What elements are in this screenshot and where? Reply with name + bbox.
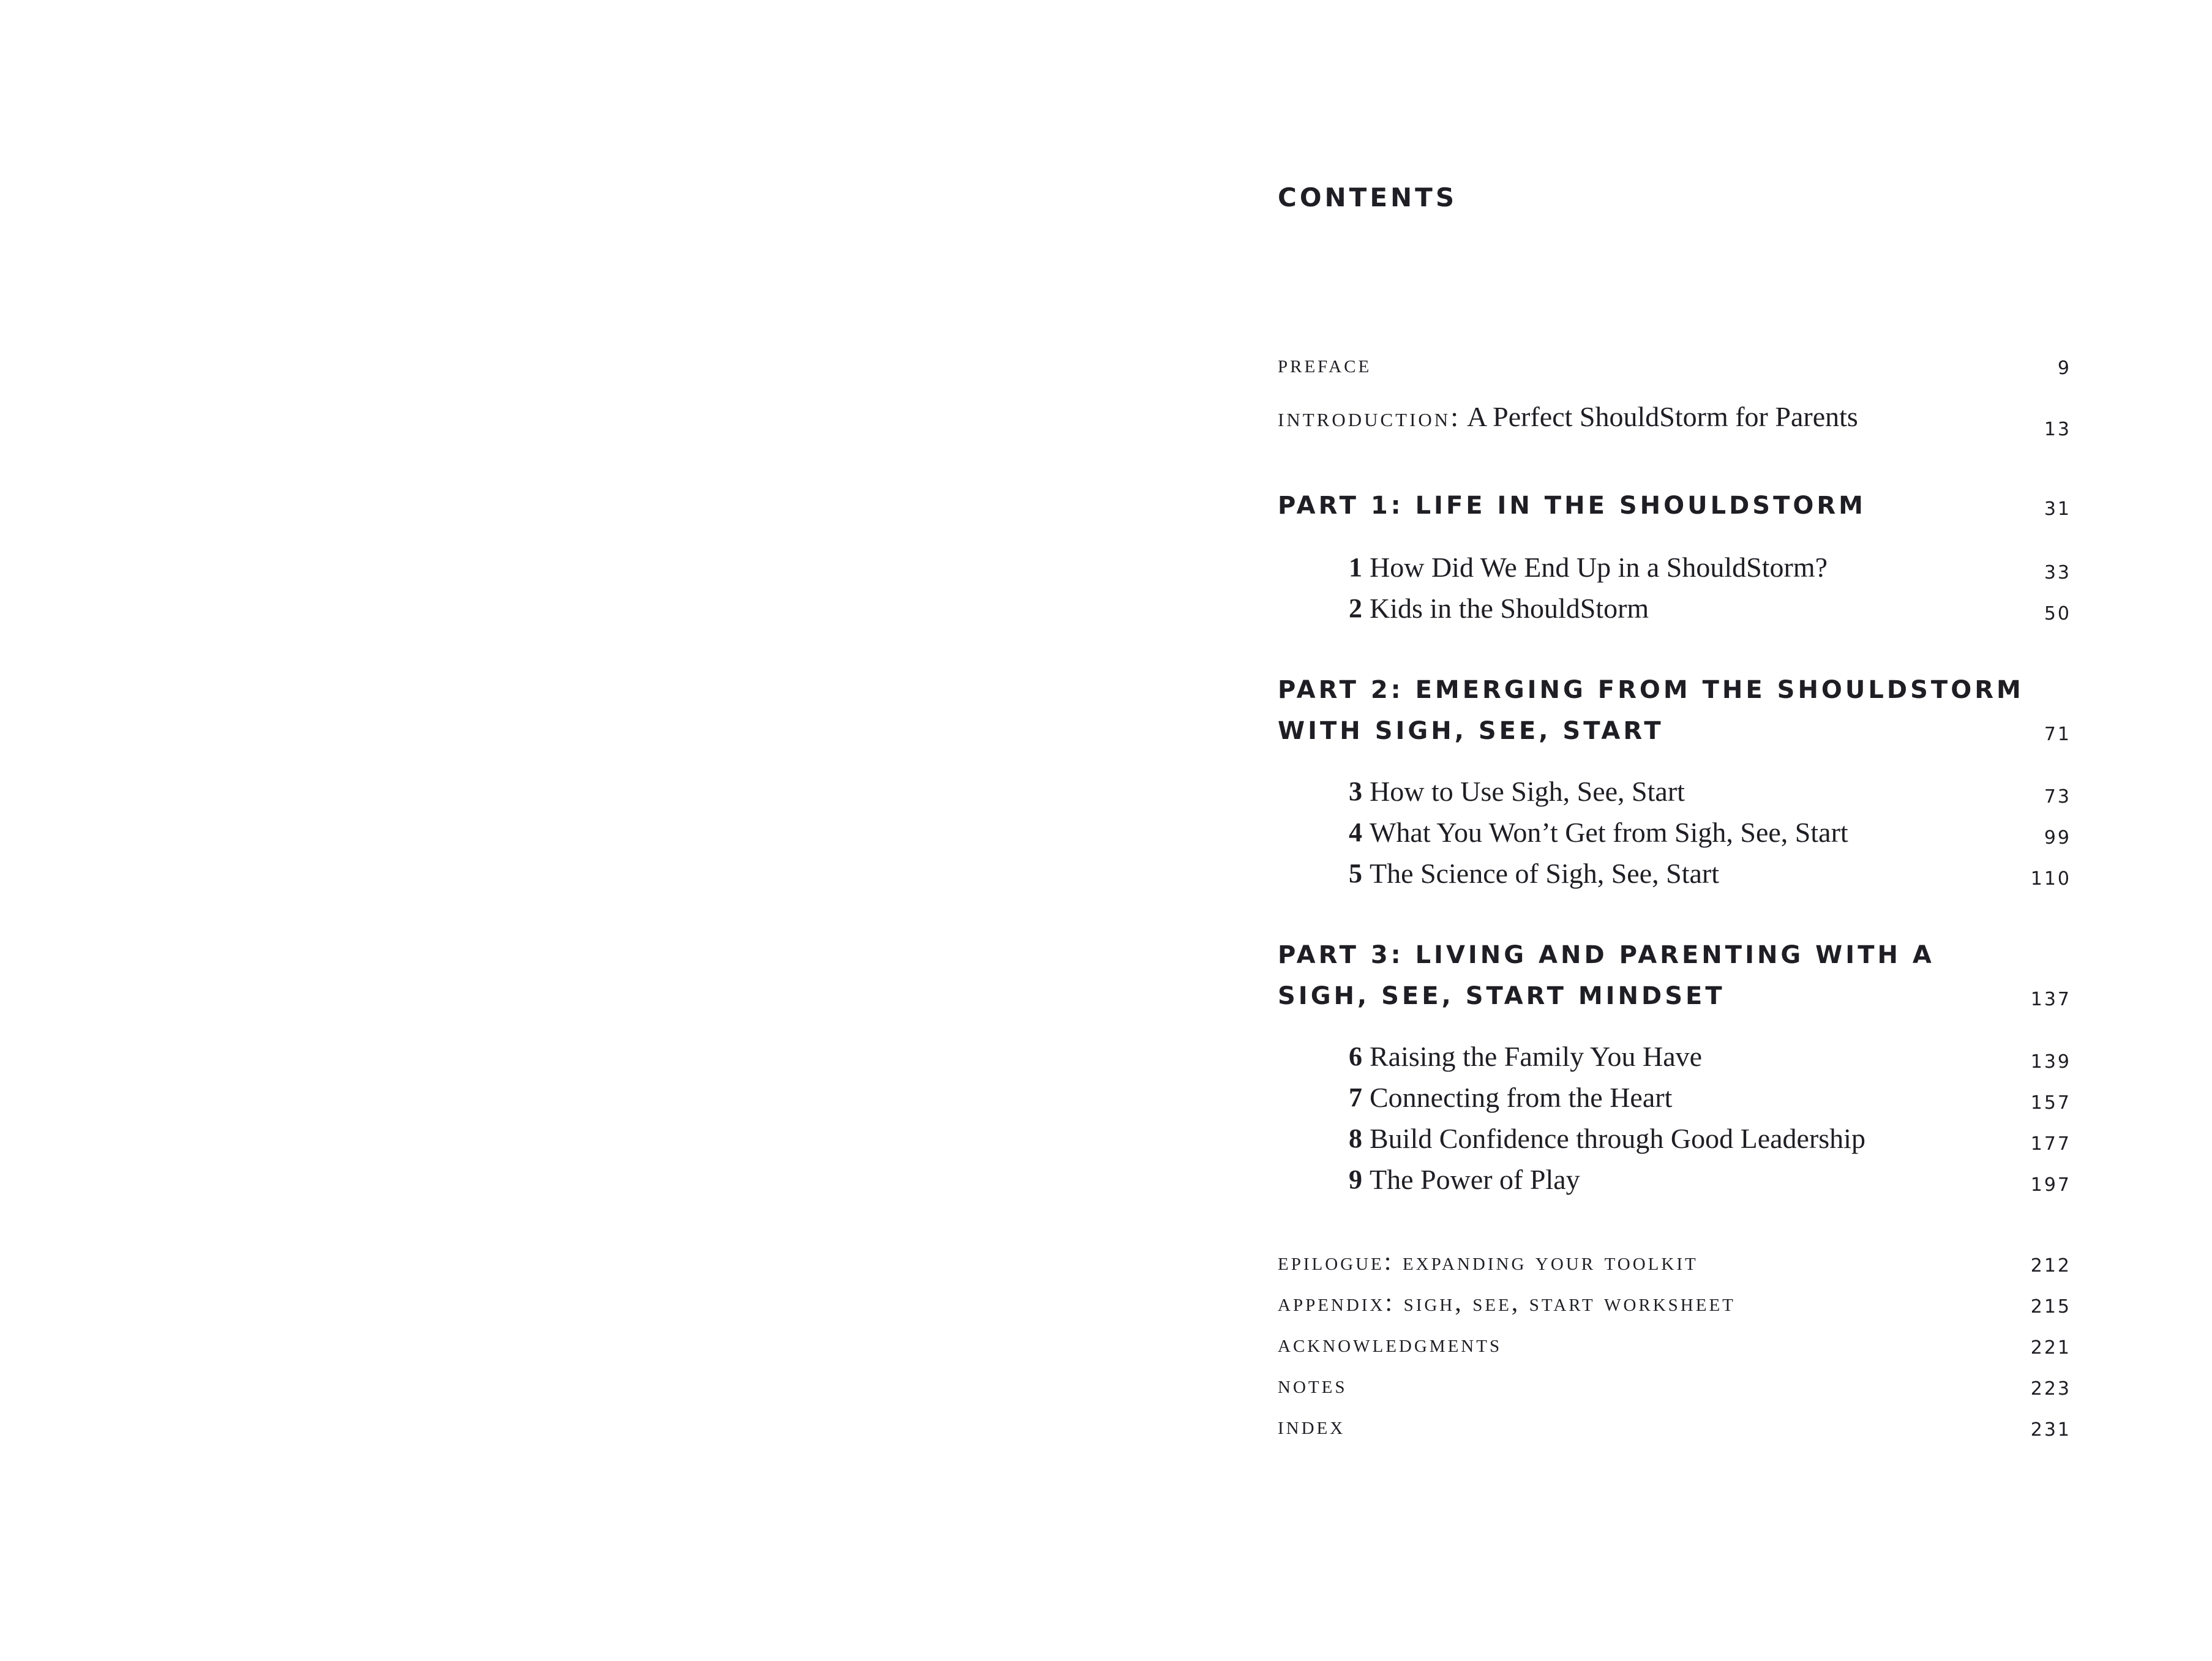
- toc-chapter-3[interactable]: [1278, 774, 2071, 808]
- introduction-prefix: introduction: [1278, 402, 1451, 432]
- toc-page-number: 13: [2044, 419, 2071, 440]
- toc-page-number: 99: [2044, 827, 2071, 849]
- toc-page-number: 197: [2030, 1174, 2071, 1196]
- toc-part-3-line-2[interactable]: [1278, 980, 2071, 1011]
- toc-page-number: 139: [2030, 1051, 2071, 1073]
- toc-chapter-5[interactable]: [1278, 856, 2071, 890]
- toc-part-2-line-2[interactable]: [1278, 715, 2071, 746]
- toc-entry-label: [1278, 400, 1858, 441]
- chapter-title: What You Won’t Get from Sigh, See, Start: [1370, 817, 1848, 848]
- toc-page-number: 157: [2030, 1092, 2071, 1114]
- toc-page-number: 212: [2030, 1255, 2071, 1277]
- chapter-number: 3: [1349, 776, 1362, 806]
- toc-chapter-1[interactable]: [1278, 550, 2071, 584]
- toc-page-number: 215: [2030, 1296, 2071, 1318]
- toc-chapter-8[interactable]: [1278, 1121, 2071, 1155]
- toc-chapter-2[interactable]: [1278, 591, 2071, 625]
- toc-part-2-line-1[interactable]: [1278, 674, 2071, 705]
- introduction-separator: :: [1450, 401, 1458, 432]
- toc-entry-label: index: [1278, 1412, 1346, 1440]
- part-heading-continued: SIGH, SEE, START MINDSET: [1278, 982, 1725, 1010]
- toc-chapter-6[interactable]: [1278, 1039, 2071, 1073]
- toc-page-number: 221: [2030, 1337, 2071, 1359]
- toc-part-1[interactable]: [1278, 490, 2071, 520]
- toc-page-number: 71: [2044, 724, 2071, 745]
- chapter-number: 8: [1349, 1123, 1362, 1153]
- toc-page-number: 231: [2030, 1419, 2071, 1441]
- chapter-title: Kids in the ShouldStorm: [1370, 593, 1649, 624]
- toc-page-number: 73: [2044, 786, 2071, 808]
- part-heading-continued: WITH SIGH, SEE, START: [1278, 717, 1664, 745]
- chapter-title: How Did We End Up in a ShouldStorm?: [1370, 552, 1828, 583]
- toc-page-number: 110: [2030, 868, 2071, 890]
- toc-part-3-line-1[interactable]: [1278, 939, 2071, 970]
- chapter-number: 2: [1349, 593, 1362, 623]
- toc-entry-label: acknowledgments: [1278, 1330, 1502, 1358]
- toc-entry-appendix[interactable]: [1278, 1288, 2071, 1318]
- toc-page-number: 9: [2057, 358, 2071, 379]
- toc-entry-introduction[interactable]: [1278, 401, 2071, 441]
- chapter-title: The Science of Sigh, See, Start: [1370, 858, 1720, 889]
- toc-entry-label: notes: [1278, 1371, 1348, 1399]
- chapter-title: Connecting from the Heart: [1370, 1082, 1673, 1113]
- toc-page-number: 33: [2044, 562, 2071, 583]
- chapter-number: 7: [1349, 1082, 1362, 1112]
- chapter-number: 1: [1349, 552, 1362, 582]
- toc-entry-acknowledgments[interactable]: [1278, 1329, 2071, 1359]
- chapter-number: 9: [1349, 1164, 1362, 1194]
- introduction-title: A Perfect ShouldStorm for Parents: [1466, 401, 1858, 432]
- chapter-number: 5: [1349, 858, 1362, 888]
- toc-page-number: 177: [2030, 1133, 2071, 1155]
- chapter-number: 6: [1349, 1041, 1362, 1071]
- toc-page-number: 50: [2044, 603, 2071, 624]
- chapter-title: Raising the Family You Have: [1370, 1041, 1703, 1072]
- toc-entry-label: preface: [1278, 350, 1372, 378]
- toc-entry-preface[interactable]: [1278, 349, 2071, 380]
- chapter-title: The Power of Play: [1370, 1164, 1580, 1195]
- toc-entry-index[interactable]: [1278, 1411, 2071, 1441]
- chapter-title: How to Use Sigh, See, Start: [1370, 776, 1685, 807]
- toc-page-number: 137: [2030, 989, 2071, 1010]
- toc-entry-label: epilogue: expanding your toolkit: [1278, 1248, 1698, 1276]
- toc-chapter-4[interactable]: [1278, 815, 2071, 849]
- toc-page-number: 31: [2044, 498, 2071, 520]
- chapter-number: 4: [1349, 817, 1362, 847]
- toc-entry-epilogue[interactable]: [1278, 1247, 2071, 1277]
- toc-page-number: 223: [2030, 1378, 2071, 1400]
- toc-chapter-7[interactable]: [1278, 1080, 2071, 1114]
- toc-chapter-9[interactable]: [1278, 1162, 2071, 1196]
- toc-entry-notes[interactable]: [1278, 1370, 2071, 1400]
- part-heading: PART 1: LIFE IN THE SHOULDSTORM: [1278, 492, 1866, 520]
- part-heading: PART 2: EMERGING FROM THE SHOULDSTORM: [1278, 676, 2024, 704]
- part-heading: PART 3: LIVING AND PARENTING WITH A: [1278, 941, 1935, 969]
- chapter-title: Build Confidence through Good Leadership: [1370, 1123, 1865, 1154]
- contents-heading: CONTENTS: [1278, 182, 1458, 212]
- toc-entry-label: appendix: sigh, see, start worksheet: [1278, 1289, 1736, 1317]
